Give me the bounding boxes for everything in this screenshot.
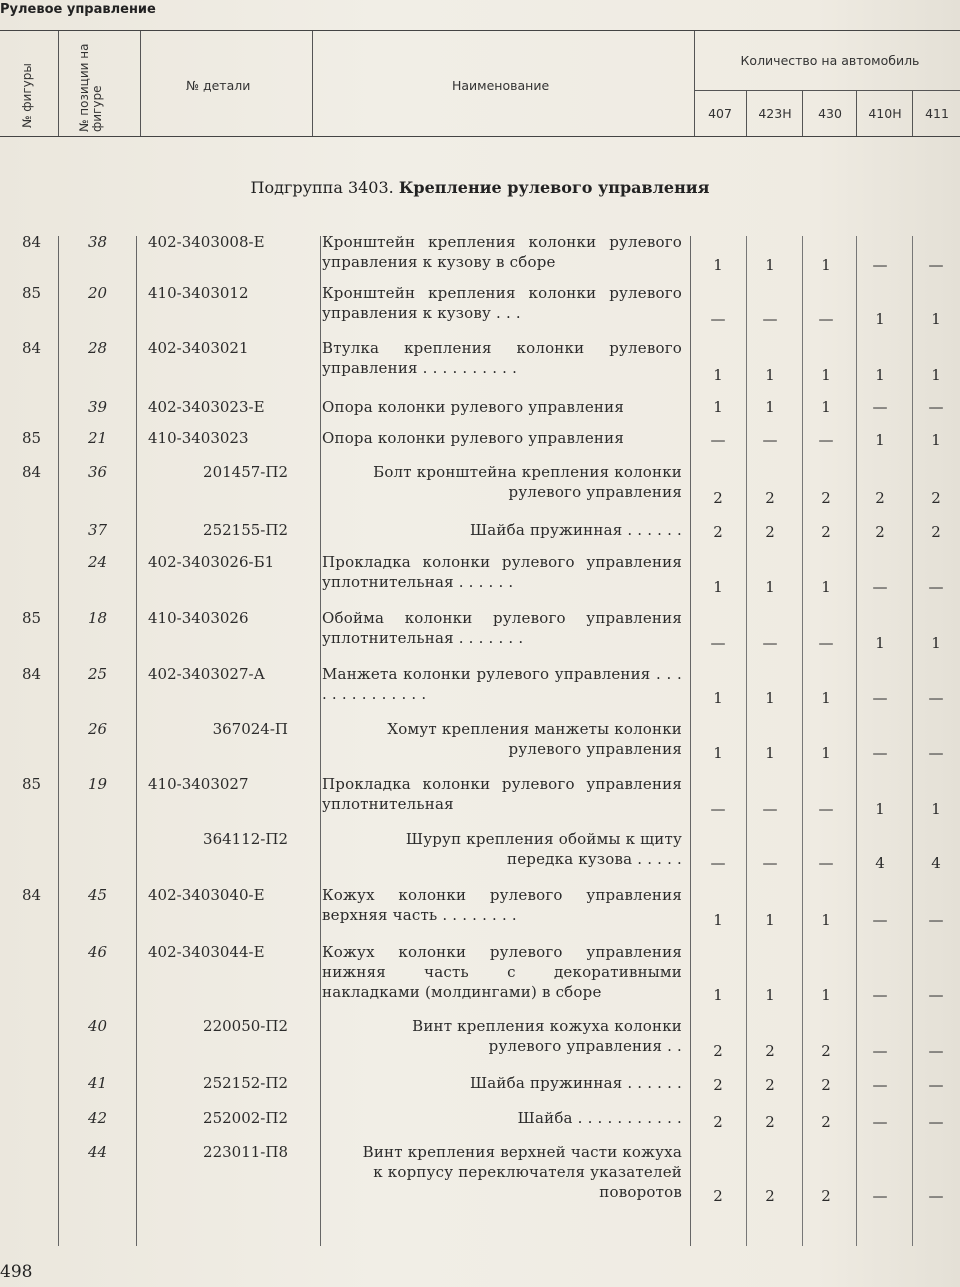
quantity-407: 1 <box>713 986 723 1004</box>
part-number: 364112-П2 <box>203 830 288 848</box>
part-name: Прокладка колонки рулевого управления уплотнительная <box>322 775 682 813</box>
quantity-410Н: 2 <box>875 489 885 507</box>
part-number: 410-3403027 <box>148 775 249 793</box>
part-number: 402-3403021 <box>148 339 249 357</box>
quantity-423Н: 2 <box>765 1076 775 1094</box>
body-divider <box>58 236 59 1246</box>
quantity-423Н: — <box>762 634 778 652</box>
fig-number: 84 <box>22 233 42 251</box>
part-number: 402-3403008-Е <box>148 233 265 251</box>
column-header-name: Наименование <box>452 78 550 93</box>
part-name: Шайба пружинная . . . . . . <box>469 1074 682 1092</box>
table-top-rule <box>0 30 960 31</box>
quantity-407: 2 <box>713 489 723 507</box>
position-number: 25 <box>88 665 108 683</box>
model-header: 410Н <box>868 106 902 121</box>
header-divider <box>140 31 141 136</box>
quantity-423Н: — <box>762 854 778 872</box>
quantity-407: — <box>710 800 726 818</box>
quantity-407: 1 <box>713 256 723 274</box>
part-name: Шайба пружинная . . . . . . <box>469 521 682 539</box>
quantity-423Н: 1 <box>765 398 775 416</box>
qty-model-divider <box>856 90 857 136</box>
quantity-407: 1 <box>713 911 723 929</box>
part-name: Кожух колонки рулевого управления верхняя часть . . . . . . . . <box>322 886 682 924</box>
quantity-430: — <box>818 310 834 328</box>
quantity-423Н: 2 <box>765 1187 775 1205</box>
quantity-430: 1 <box>821 366 831 384</box>
quantity-430: 2 <box>821 523 831 541</box>
quantity-407: — <box>710 854 726 872</box>
section-header: Рулевое управление <box>0 2 156 17</box>
part-number: 367024-П <box>212 720 288 738</box>
part-name: Винт крепления верхней части кожуха к корпусу переключателя указателей поворотов <box>362 1143 682 1201</box>
part-name: Обойма колонки рулевого управления уплотнительная . . . . . . . <box>322 609 682 647</box>
body-divider <box>802 236 803 1246</box>
quantity-411: — <box>928 256 944 274</box>
part-name: Болт кронштейна крепления колонки рулевого управления <box>373 463 682 501</box>
column-header-fig: № фигуры <box>20 63 34 128</box>
header-divider <box>694 31 695 136</box>
quantity-411: 1 <box>931 366 941 384</box>
quantity-411: 1 <box>931 634 941 652</box>
quantity-410Н: — <box>872 1042 888 1060</box>
position-number: 40 <box>88 1017 108 1035</box>
quantity-410Н: — <box>872 256 888 274</box>
model-header: 411 <box>925 106 949 121</box>
position-number: 24 <box>88 553 108 571</box>
quantity-430: 1 <box>821 911 831 929</box>
quantity-410Н: 1 <box>875 634 885 652</box>
table-header-bottom-rule <box>0 136 960 137</box>
body-divider <box>746 236 747 1246</box>
part-number: 223011-П8 <box>203 1143 288 1161</box>
quantity-423Н: 1 <box>765 578 775 596</box>
model-header: 430 <box>818 106 842 121</box>
quantity-423Н: 1 <box>765 689 775 707</box>
fig-number: 85 <box>22 775 42 793</box>
quantity-411: 1 <box>931 800 941 818</box>
qty-model-divider <box>802 90 803 136</box>
quantity-407: 1 <box>713 744 723 762</box>
quantity-423Н: — <box>762 800 778 818</box>
quantity-410Н: — <box>872 398 888 416</box>
quantity-407: 2 <box>713 1113 723 1131</box>
quantity-423Н: 1 <box>765 744 775 762</box>
quantity-407: 1 <box>713 366 723 384</box>
column-header-qty: Количество на автомобиль <box>740 53 920 68</box>
part-name: Прокладка колонки рулевого управления уплотнительная . . . . . . <box>322 553 682 591</box>
position-number: 41 <box>88 1074 108 1092</box>
part-number: 410-3403023 <box>148 429 249 447</box>
position-number: 44 <box>88 1143 108 1161</box>
page-number: 498 <box>0 1262 33 1282</box>
quantity-411: 4 <box>931 854 941 872</box>
quantity-423Н: 1 <box>765 986 775 1004</box>
quantity-430: — <box>818 431 834 449</box>
position-number: 37 <box>88 521 108 539</box>
subgroup-name: Крепление рулевого управления <box>398 178 710 197</box>
quantity-411: — <box>928 398 944 416</box>
position-number: 26 <box>88 720 108 738</box>
position-number: 20 <box>88 284 108 302</box>
quantity-410Н: — <box>872 1076 888 1094</box>
part-name: Опора колонки рулевого управления <box>322 398 624 416</box>
part-name: Втулка крепления колонки рулевого управления . . . . . . . . . . <box>322 339 682 377</box>
header-divider <box>58 31 59 136</box>
quantity-423Н: 2 <box>765 489 775 507</box>
quantity-410Н: — <box>872 1187 888 1205</box>
part-name: Шуруп крепления обоймы к щиту передка кузова . . . . . <box>405 830 682 868</box>
quantity-407: 2 <box>713 1042 723 1060</box>
quantity-407: 1 <box>713 398 723 416</box>
quantity-410Н: 1 <box>875 310 885 328</box>
quantity-411: 1 <box>931 431 941 449</box>
model-header: 407 <box>708 106 732 121</box>
part-number: 410-3403026 <box>148 609 249 627</box>
quantity-430: 1 <box>821 256 831 274</box>
quantity-430: — <box>818 800 834 818</box>
quantity-430: 2 <box>821 1076 831 1094</box>
subgroup-prefix: Подгруппа 3403. <box>250 178 394 197</box>
body-divider <box>136 236 137 1246</box>
quantity-407: 1 <box>713 689 723 707</box>
quantity-410Н: — <box>872 986 888 1004</box>
body-divider <box>690 236 691 1246</box>
part-number: 402-3403026-Б1 <box>148 553 275 571</box>
position-number: 42 <box>88 1109 108 1127</box>
quantity-411: — <box>928 744 944 762</box>
quantity-411: 1 <box>931 310 941 328</box>
part-name: Опора колонки рулевого управления <box>322 429 624 447</box>
quantity-410Н: — <box>872 911 888 929</box>
fig-number: 85 <box>22 429 42 447</box>
part-number: 252002-П2 <box>203 1109 288 1127</box>
quantity-423Н: — <box>762 310 778 328</box>
part-name: Кожух колонки рулевого управления нижняя часть с декоративными накладками (молдингами) в сборе <box>322 943 682 1001</box>
quantity-430: 1 <box>821 744 831 762</box>
quantity-410Н: — <box>872 578 888 596</box>
quantity-411: 2 <box>931 523 941 541</box>
quantity-430: 1 <box>821 689 831 707</box>
quantity-411: 2 <box>931 489 941 507</box>
quantity-407: 2 <box>713 523 723 541</box>
part-name: Шайба . . . . . . . . . . . <box>517 1109 682 1127</box>
part-number: 402-3403040-Е <box>148 886 265 904</box>
part-number: 402-3403027-А <box>148 665 265 683</box>
position-number: 36 <box>88 463 108 481</box>
part-number: 252155-П2 <box>203 521 288 539</box>
position-number: 45 <box>88 886 108 904</box>
quantity-410Н: — <box>872 1113 888 1131</box>
body-divider <box>320 236 321 1246</box>
quantity-410Н: 1 <box>875 431 885 449</box>
quantity-411: — <box>928 1042 944 1060</box>
quantity-423Н: 2 <box>765 1042 775 1060</box>
quantity-423Н: 2 <box>765 523 775 541</box>
part-number: 252152-П2 <box>203 1074 288 1092</box>
position-number: 46 <box>88 943 108 961</box>
quantity-430: — <box>818 854 834 872</box>
quantity-407: 2 <box>713 1076 723 1094</box>
position-number: 21 <box>88 429 108 447</box>
quantity-430: 2 <box>821 1187 831 1205</box>
quantity-407: — <box>710 431 726 449</box>
position-number: 18 <box>88 609 108 627</box>
quantity-407: 1 <box>713 578 723 596</box>
quantity-423Н: 2 <box>765 1113 775 1131</box>
quantity-411: — <box>928 578 944 596</box>
part-name: Хомут крепления манжеты колонки рулевого управления <box>387 720 682 758</box>
model-header: 423Н <box>758 106 792 121</box>
quantity-407: — <box>710 634 726 652</box>
quantity-410Н: 1 <box>875 800 885 818</box>
fig-number: 85 <box>22 284 42 302</box>
quantity-430: 2 <box>821 1042 831 1060</box>
quantity-430: 1 <box>821 986 831 1004</box>
quantity-411: — <box>928 689 944 707</box>
quantity-411: — <box>928 986 944 1004</box>
body-divider <box>912 236 913 1246</box>
qty-model-divider <box>912 90 913 136</box>
quantity-407: 2 <box>713 1187 723 1205</box>
subgroup-title <box>0 178 960 197</box>
quantity-410Н: — <box>872 744 888 762</box>
part-number: 410-3403012 <box>148 284 249 302</box>
quantity-423Н: 1 <box>765 911 775 929</box>
quantity-423Н: 1 <box>765 256 775 274</box>
part-number: 402-3403044-Е <box>148 943 265 961</box>
quantity-430: 1 <box>821 578 831 596</box>
part-name: Кронштейн крепления колонки рулевого управления к кузову . . . <box>322 284 682 322</box>
part-name: Манжета колонки рулевого управления . . . . . . . . . . . . . . <box>322 665 682 703</box>
header-divider <box>312 31 313 136</box>
fig-number: 84 <box>22 463 42 481</box>
qty-model-divider <box>746 90 747 136</box>
column-header-pos: № позиции на фигуре <box>77 43 104 132</box>
quantity-430: — <box>818 634 834 652</box>
part-name: Кронштейн крепления колонки рулевого управления к кузову в сборе <box>322 233 682 271</box>
fig-number: 84 <box>22 339 42 357</box>
quantity-430: 2 <box>821 1113 831 1131</box>
fig-number: 84 <box>22 665 42 683</box>
qty-header-divider <box>694 90 960 91</box>
quantity-410Н: 1 <box>875 366 885 384</box>
quantity-410Н: — <box>872 689 888 707</box>
quantity-423Н: 1 <box>765 366 775 384</box>
position-number: 38 <box>88 233 108 251</box>
part-number: 201457-П2 <box>203 463 288 481</box>
fig-number: 84 <box>22 886 42 904</box>
quantity-430: 1 <box>821 398 831 416</box>
column-header-part: № детали <box>186 78 251 93</box>
quantity-410Н: 2 <box>875 523 885 541</box>
quantity-407: — <box>710 310 726 328</box>
fig-number: 85 <box>22 609 42 627</box>
position-number: 39 <box>88 398 108 416</box>
part-number: 402-3403023-Е <box>148 398 265 416</box>
quantity-410Н: 4 <box>875 854 885 872</box>
quantity-423Н: — <box>762 431 778 449</box>
part-name: Винт крепления кожуха колонки рулевого управления . . <box>412 1017 682 1055</box>
quantity-430: 2 <box>821 489 831 507</box>
position-number: 28 <box>88 339 108 357</box>
quantity-411: — <box>928 1187 944 1205</box>
quantity-411: — <box>928 1076 944 1094</box>
body-divider <box>856 236 857 1246</box>
part-number: 220050-П2 <box>203 1017 288 1035</box>
position-number: 19 <box>88 775 108 793</box>
quantity-411: — <box>928 911 944 929</box>
quantity-411: — <box>928 1113 944 1131</box>
